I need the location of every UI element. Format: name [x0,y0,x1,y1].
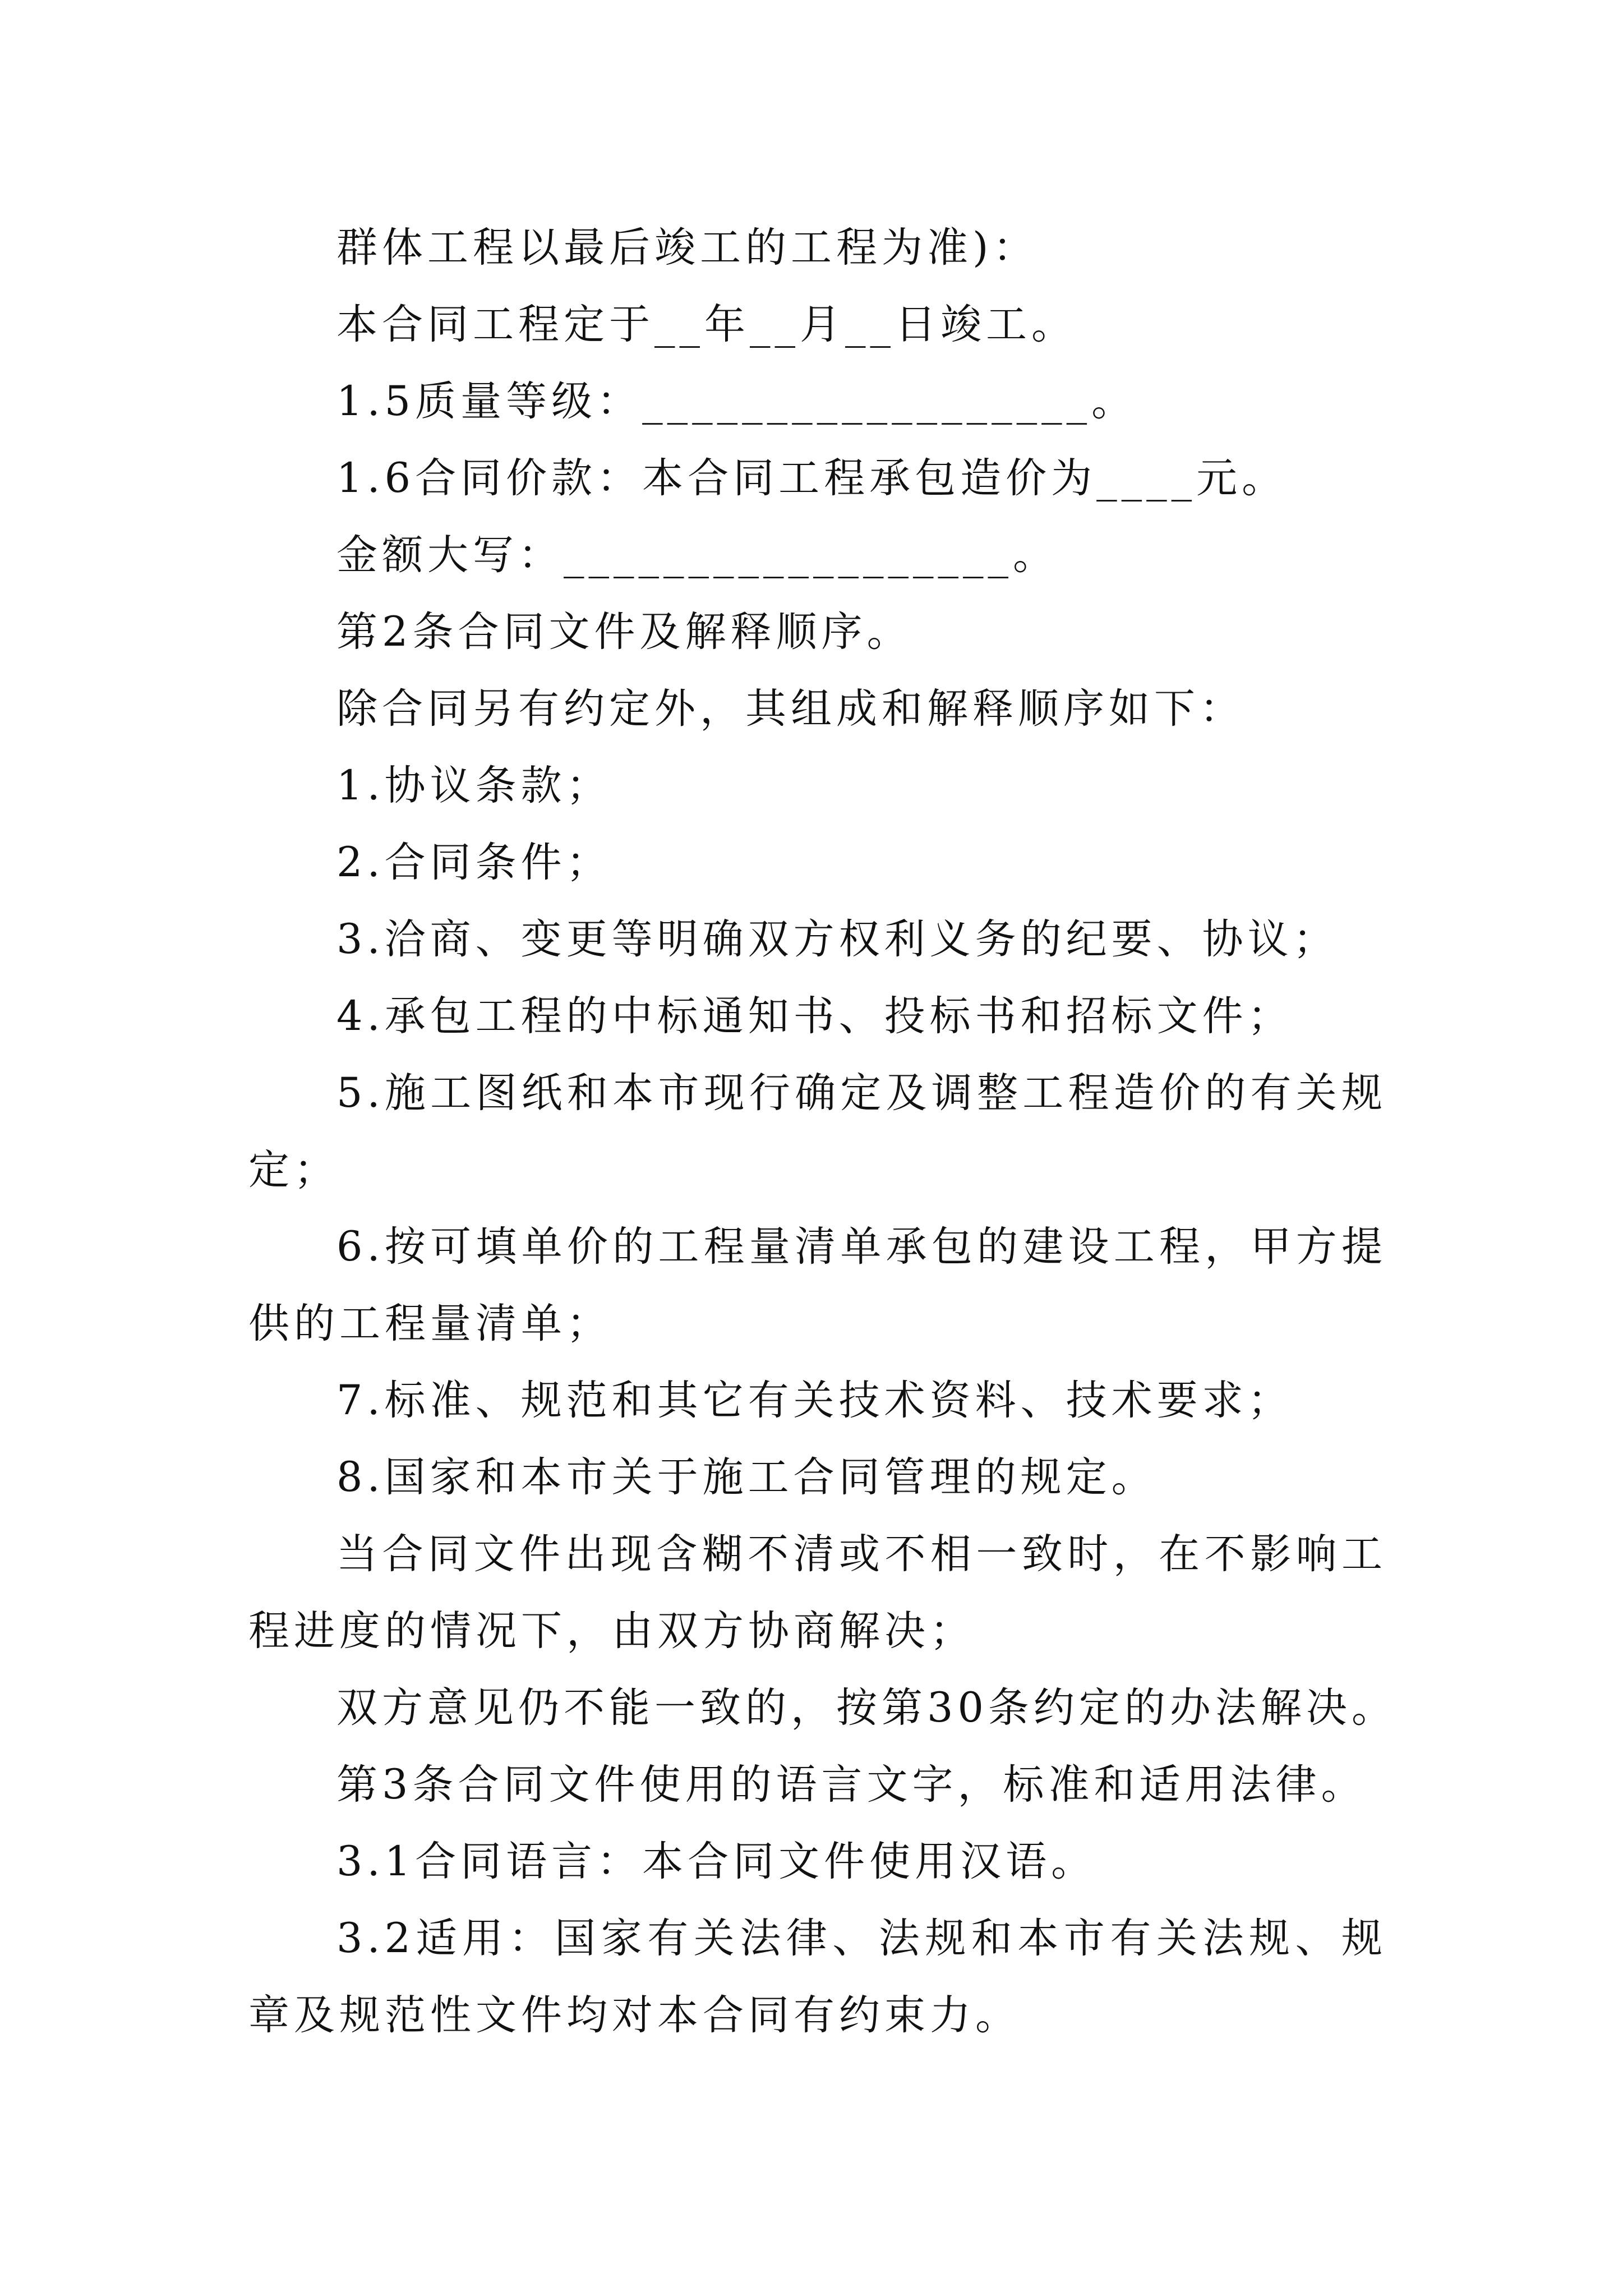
list-item-3: 3.洽商、变更等明确双方权利义务的纪要、协议； [336,915,1339,963]
heading-article-2: 第2条合同文件及解释顺序。 [336,608,912,656]
paragraph-dispute-resolution: 双方意见仍不能一致的，按第30条约定的办法解决。 [336,1684,1397,1732]
list-item-4: 4.承包工程的中标通知书、投标书和招标文件； [336,992,1293,1040]
list-item-6: 6.按可填单价的工程量清单承包的建设工程，甲方提供的工程量清单； [248,1223,1387,1347]
paragraph-ambiguity: 当合同文件出现含糊不清或不相一致时，在不影响工程进度的情况下，由双方协商解决； [248,1530,1387,1655]
paragraph-completion-date: 本合同工程定于__年__月__日竣工。 [336,301,1077,348]
paragraph-interpretation-order: 除合同另有约定外，其组成和解释顺序如下： [336,685,1245,733]
contract-body [248,209,1397,2054]
paragraph-applicable-law: 3.2适用：国家有关法律、法规和本市有关法规、规章及规范性文件均对本合同有约束力。 [248,1915,1387,2039]
list-item-8: 8.国家和本市关于施工合同管理的规定。 [336,1453,1157,1501]
paragraph-amount-in-words: 金额大写：__________________。 [336,531,1058,579]
list-item-2: 2.合同条件； [336,839,612,886]
list-item-1: 1.协议条款； [336,762,612,809]
paragraph-completion-standard: 群体工程以最后竣工的工程为准)： [336,224,1039,272]
paragraph-contract-price: 1.6合同价款：本合同工程承包造价为____元。 [336,454,1288,502]
paragraph-quality-grade: 1.5质量等级：__________________。 [336,378,1137,425]
list-item-7: 7.标准、规范和其它有关技术资料、技术要求； [336,1377,1293,1424]
list-item-5: 5.施工图纸和本市现行确定及调整工程造价的有关规定； [248,1069,1387,1194]
paragraph-contract-language: 3.1合同语言：本合同文件使用汉语。 [336,1838,1097,1885]
heading-article-3: 第3条合同文件使用的语言文字，标准和适用法律。 [336,1761,1367,1809]
